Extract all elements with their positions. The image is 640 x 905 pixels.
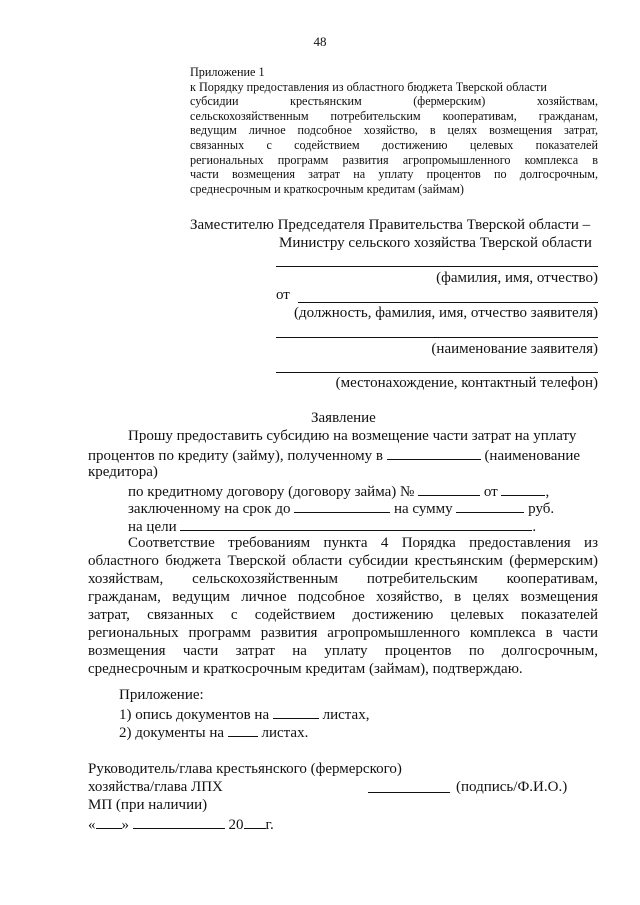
p2-line: региональных программ развития агропромышленного комплекса в части <box>88 625 598 641</box>
purpose-row <box>128 517 536 536</box>
applicant-caption: (наименование заявителя) <box>431 341 598 357</box>
addressee-line-1: Заместителю Председателя Правительства Тверской области – <box>190 217 591 233</box>
statement-p1-line3: кредитора) <box>88 464 158 480</box>
term-field[interactable] <box>294 499 390 513</box>
annex-line: к Порядку предоставления из областного бюджета Тверской области <box>190 79 547 94</box>
location-caption: (местонахождение, контактный телефон) <box>335 375 598 391</box>
attachment-text: листах. <box>261 725 309 741</box>
comma: , <box>545 484 550 500</box>
signatory-line-2: хозяйства/глава ЛПХ <box>88 779 223 795</box>
month-field[interactable] <box>133 815 225 829</box>
inventory-sheets-field[interactable] <box>273 705 319 719</box>
p2-last-line: среднесрочным и краткосрочным кредитам (займам), подтверждаю. <box>88 661 523 677</box>
period: . <box>532 519 537 535</box>
amount-field[interactable] <box>456 499 524 513</box>
from-label: от <box>276 287 290 303</box>
applicant-field-line[interactable] <box>276 337 598 338</box>
attachment-text: 1) опись документов на <box>119 707 270 723</box>
fio-field-line[interactable] <box>276 266 598 267</box>
attachment-text: 2) документы на <box>119 725 224 741</box>
p2-line: затрат, связанных с содействием достижению целевых показателей <box>88 607 598 623</box>
position-field-line[interactable] <box>298 302 598 303</box>
statement-p1-line1: Прошу предоставить субсидию на возмещение части затрат на уплату <box>128 428 577 444</box>
quote-open: « <box>88 817 96 833</box>
fio-caption: (фамилия, имя, отчество) <box>436 270 598 286</box>
signature-caption: (подпись/Ф.И.О.) <box>456 779 568 795</box>
annex-line: региональных программ развития агропромышленного комплекса в <box>190 152 598 167</box>
p2-line: Соответствие требованиям пункта 4 Порядка предоставления из <box>128 535 598 551</box>
date-row <box>88 815 274 834</box>
position-caption: (должность, фамилия, имя, отчество заявителя) <box>293 305 598 321</box>
signature-field-line[interactable] <box>368 792 450 793</box>
annex-line: связанных с содействием достижению целевых показателей <box>190 137 598 152</box>
annex-title: Приложение 1 <box>190 65 265 79</box>
contract-number-field[interactable] <box>418 482 480 496</box>
year-field[interactable] <box>244 815 266 829</box>
p1-text: процентов по кредиту (займу), полученному в <box>88 448 383 464</box>
contract-date-field[interactable] <box>501 482 545 496</box>
documents-sheets-field[interactable] <box>228 723 258 737</box>
p1-text: (наименование <box>484 448 581 464</box>
annex-line: сельскохозяйственным потребительским кооперативам, гражданам, <box>190 108 598 123</box>
term-amount-row <box>128 499 554 518</box>
p2-line: хозяйствам, сельскохозяйственным потребительским кооперативам, <box>88 571 598 587</box>
attachments-title: Приложение: <box>119 687 204 703</box>
attachment-item-1 <box>119 705 369 724</box>
annex-line: субсидии крестьянским (фермерским) хозяйствам, <box>190 94 598 109</box>
from-word: от <box>483 484 498 500</box>
purpose-label: на цели <box>128 519 177 535</box>
year-suffix: г. <box>265 817 274 833</box>
quote-close: » <box>121 817 129 833</box>
addressee-line-2: Министру сельского хозяйства Тверской области <box>279 235 592 251</box>
term-label: заключенному на срок до <box>128 501 291 517</box>
purpose-field[interactable] <box>180 517 532 531</box>
statement-title: Заявление <box>311 410 376 426</box>
annex-line: ведущим личное подсобное хозяйство, в целях возмещения затрат, <box>190 123 598 138</box>
creditor-field[interactable] <box>387 446 481 460</box>
annex-line: среднесрочным и краткосрочным кредитам (займам) <box>190 181 464 196</box>
annex-line: части возмещения затрат на уплату процентов по долгосрочным, <box>190 167 598 182</box>
attachment-item-2 <box>119 723 308 742</box>
signatory-line-1: Руководитель/глава крестьянского (фермерского) <box>88 761 402 777</box>
p2-line: возмещения части затрат на уплату процентов по долгосрочным, <box>88 643 598 659</box>
annex-block <box>190 65 598 196</box>
day-field[interactable] <box>96 815 122 829</box>
p2-line: гражданам, ведущим личное подсобное хозяйство, в целях возмещения <box>88 589 598 605</box>
attachment-text: листах, <box>322 707 370 723</box>
rub-label: руб. <box>528 501 555 517</box>
page-number: 48 <box>313 34 327 49</box>
statement-p1-line2 <box>88 446 580 465</box>
year-prefix: 20 <box>228 817 244 833</box>
loan-contract-label: по кредитному договору (договору займа) № <box>128 484 415 500</box>
location-field-line[interactable] <box>276 372 598 373</box>
amount-label: на сумму <box>393 501 453 517</box>
stamp-label: МП (при наличии) <box>88 797 208 813</box>
p2-line: областного бюджета Тверской области субсидии крестьянским (фермерским) <box>88 553 598 569</box>
